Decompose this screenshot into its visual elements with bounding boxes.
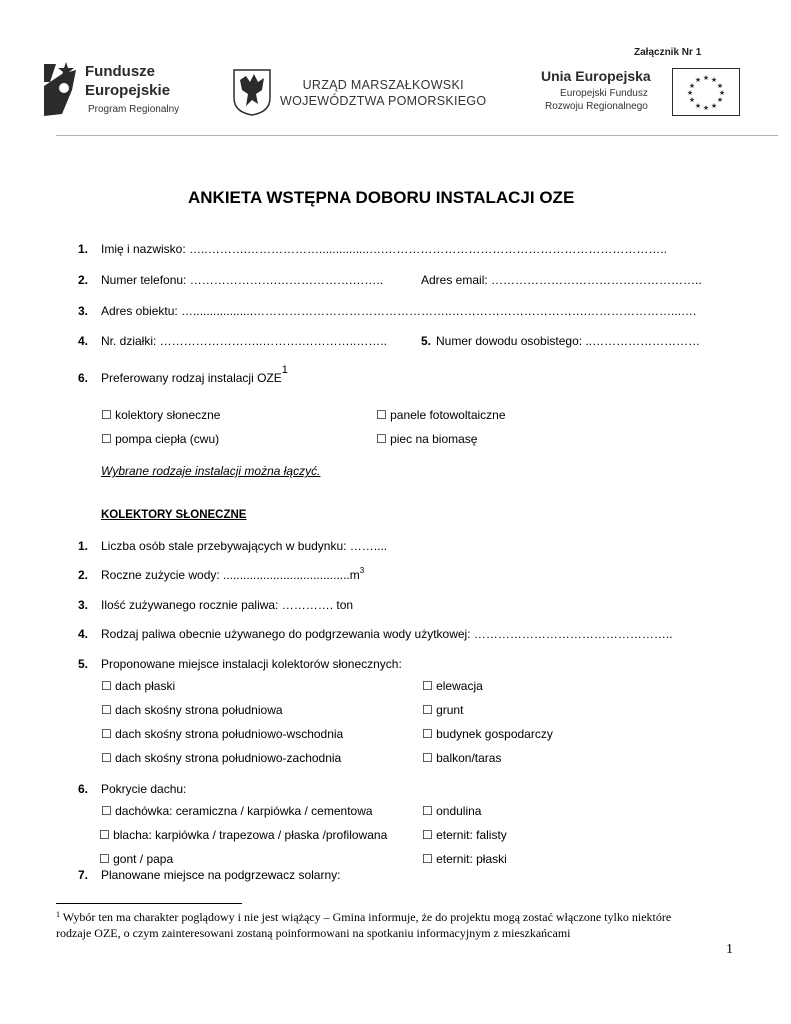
roof-eternit-plaski[interactable]: ☐ eternit: płaski — [422, 852, 507, 866]
option-heat-pump[interactable]: ☐ pompa ciepła (cwu) — [101, 432, 220, 446]
q3-number: 3. — [78, 304, 89, 318]
s6-number: 6. — [78, 782, 89, 796]
q6-label: Preferowany rodzaj instalacji OZE1 — [101, 364, 288, 385]
name-field[interactable]: Imię i nazwisko: …..……….………………...............….…………………………………………………………….. — [101, 242, 668, 256]
s7-label: Planowane miejsce na podgrzewacz solarny: — [101, 868, 341, 882]
s6-label: Pokrycie dachu: — [101, 782, 187, 796]
email-field[interactable]: Adres email: …………………………………………….. — [421, 273, 702, 287]
eu-flag-icon — [672, 68, 740, 116]
footnote: $^1$ Wybór ten ma charakter poglądowy i nie jest wiążący – Gmina informuje, że do projektu mogą zostać włączone tylko niektóre rodzaje OZE, o czym zainteresowani zostaną poinformowani na spotkaniu informacyjnym z mieszkańcami — [56, 910, 672, 940]
logo-fe-title: Fundusze Europejskie — [85, 63, 171, 99]
svg-text:★: ★ — [694, 76, 702, 84]
q1-number: 1. — [78, 242, 89, 256]
footnote-ref: 1 — [281, 364, 288, 376]
location-dach-poludniowo-zachodnia[interactable]: ☐ dach skośny strona południowo-zachodnia — [101, 751, 342, 765]
option-biomass[interactable]: ☐ piec na biomasę — [376, 432, 478, 446]
q4-number: 4. — [78, 334, 89, 348]
logo-ue-subtitle: Europejski Fundusz Rozwoju Regionalnego — [545, 88, 648, 112]
q5-number: 5. — [421, 334, 432, 348]
s5-number: 5. — [78, 657, 89, 671]
fundusze-europejskie-logo-icon — [42, 60, 78, 118]
roof-eternit-falisty[interactable]: ☐ eternit: falisty — [422, 828, 507, 842]
occupants-field[interactable]: Liczba osób stale przebywających w budynku: …….... — [101, 539, 388, 553]
svg-text:★: ★ — [710, 76, 718, 84]
water-usage-field[interactable]: Roczne zużycie wody: $......................................m^3$ — [101, 566, 365, 582]
location-dach-plaski[interactable]: ☐ dach płaski — [101, 679, 176, 693]
location-balkon-taras[interactable]: ☐ balkon/taras — [422, 751, 502, 765]
solar-section-heading: KOLEKTORY SŁONECZNE — [101, 509, 247, 521]
svg-text:★: ★ — [688, 96, 696, 104]
roof-gont-papa[interactable]: ☐ gont / papa — [99, 852, 174, 866]
roof-dachowka[interactable]: ☐ dachówka: ceramiczna / karpiówka / cementowa — [101, 804, 373, 818]
svg-text:★: ★ — [702, 104, 710, 112]
svg-text:★: ★ — [718, 89, 726, 97]
location-grunt[interactable]: ☐ grunt — [422, 703, 464, 717]
s7-number: 7. — [78, 868, 89, 882]
fuel-type-field[interactable]: Rodzaj paliwa obecnie używanego do podgrzewania wody użytkowej: ………………………………………….. — [101, 627, 673, 641]
combination-note: Wybrane rodzaje instalacji można łączyć. — [101, 464, 321, 478]
option-photovoltaic[interactable]: ☐ panele fotowoltaiczne — [376, 408, 506, 422]
s1-number: 1. — [78, 539, 89, 553]
plot-number-field[interactable]: Nr. działki: ……………………..……….…………..…….. — [101, 334, 388, 348]
logo-fe-subtitle: Program Regionalny — [88, 104, 180, 115]
q6-number: 6. — [78, 371, 89, 385]
q2-number: 2. — [78, 273, 89, 287]
location-budynek-gospodarczy[interactable]: ☐ budynek gospodarczy — [422, 727, 553, 741]
svg-text:★: ★ — [694, 102, 702, 110]
header-divider — [56, 135, 778, 136]
svg-text:★: ★ — [716, 82, 724, 90]
s5-label: Proponowane miejsce instalacji kolektorów słonecznych: — [101, 657, 402, 671]
location-elewacja[interactable]: ☐ elewacja — [422, 679, 483, 693]
roof-blacha[interactable]: ☐ blacha: karpiówka / trapezowa / płaska /profilowana — [99, 828, 388, 842]
svg-text:★: ★ — [702, 74, 710, 82]
page-number: 1 — [726, 942, 733, 957]
svg-text:★: ★ — [716, 96, 724, 104]
footnote-divider — [56, 903, 242, 904]
address-field[interactable]: Adres obiektu: …..................…………………………………………..…………………………….…………………...…. — [101, 304, 697, 318]
s2-number: 2. — [78, 568, 89, 582]
logo-urzad-marszalkowski: URZĄD MARSZAŁKOWSKI WOJEWÓDZTWA POMORSKIEGO — [280, 78, 487, 108]
location-dach-poludniowa[interactable]: ☐ dach skośny strona południowa — [101, 703, 283, 717]
fuel-amount-field[interactable]: Ilość zużywanego rocznie paliwa: …………. ton — [101, 598, 354, 612]
s3-number: 3. — [78, 598, 89, 612]
s4-number: 4. — [78, 627, 89, 641]
phone-field[interactable]: Numer telefonu: ………………….……………….…….. — [101, 273, 384, 287]
id-number-field[interactable]: Numer dowodu osobistego: ..……………………… — [436, 334, 701, 348]
roof-ondulina[interactable]: ☐ ondulina — [422, 804, 482, 818]
attachment-label: Załącznik Nr 1 — [634, 47, 702, 58]
option-solar-collectors[interactable]: ☐ kolektory słoneczne — [101, 408, 221, 422]
location-dach-poludniowo-wschodnia[interactable]: ☐ dach skośny strona południowo-wschodnia — [101, 727, 344, 741]
page-title: ANKIETA WSTĘPNA DOBORU INSTALACJI OZE — [188, 188, 575, 207]
pomorskie-coat-of-arms-icon — [232, 68, 272, 116]
logo-ue-title: Unia Europejska — [541, 68, 651, 84]
svg-text:★: ★ — [688, 82, 696, 90]
svg-text:★: ★ — [710, 102, 718, 110]
svg-text:★: ★ — [686, 89, 694, 97]
